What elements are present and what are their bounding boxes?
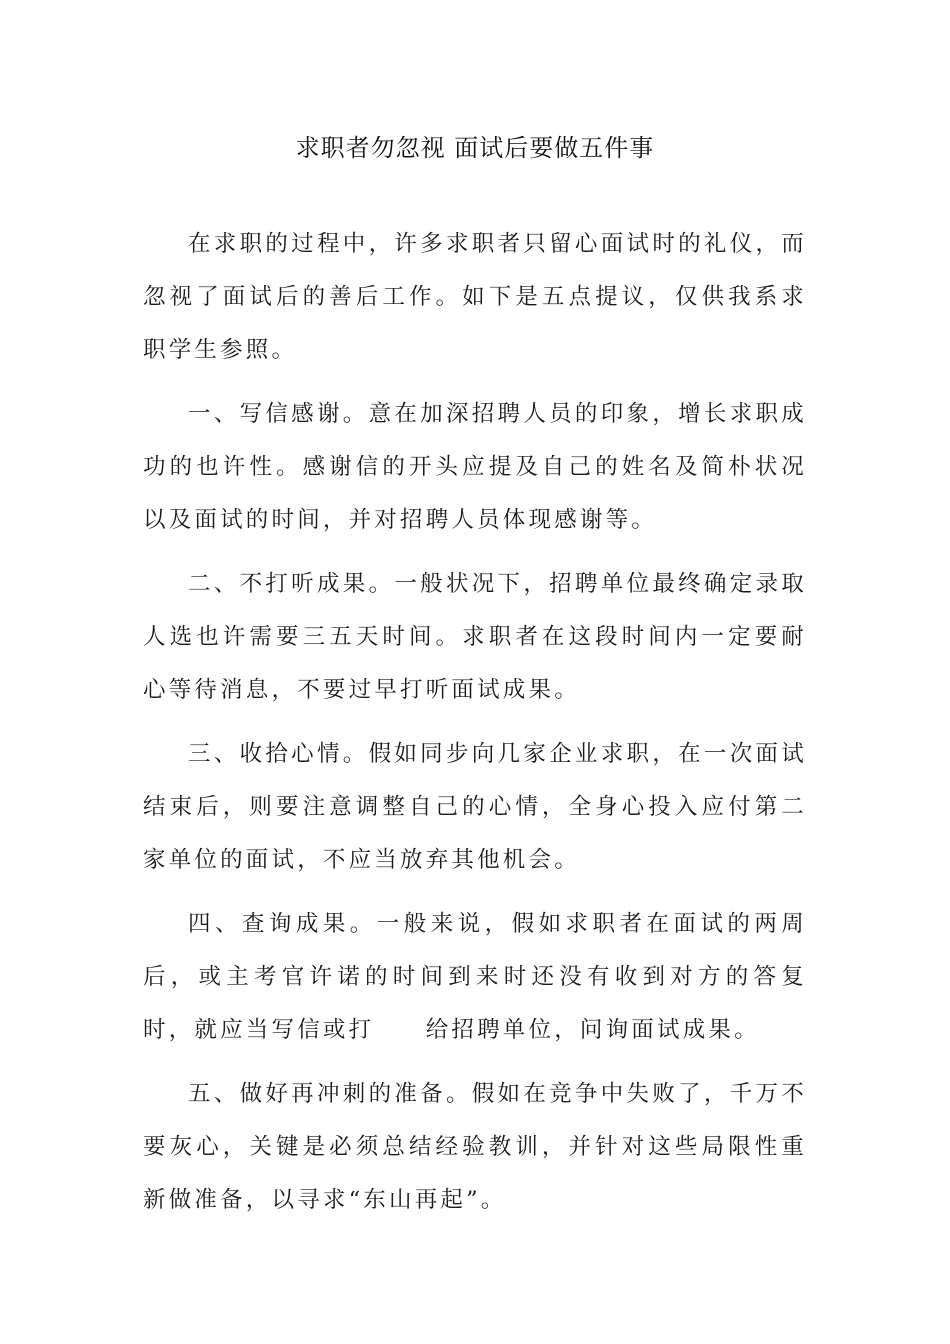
tip-3-paragraph: 三、收拾心情。假如同步向几家企业求职，在一次面试结束后，则要注意调整自己的心情，全身心投入应付第二家单位的面试，不应当放弃其他机会。 — [143, 741, 807, 873]
tip-1-paragraph: 一、写信感谢。意在加深招聘人员的印象，增长求职成功的也许性。感谢信的开头应提及自己的姓名及简朴状况以及面试的时间，并对招聘人员体现感谢等。 — [143, 401, 807, 533]
intro-paragraph: 在求职的过程中，许多求职者只留心面试时的礼仪，而忽视了面试后的善后工作。如下是五点提议，仅供我系求职学生参照。 — [143, 231, 807, 363]
document-body — [143, 218, 807, 1238]
tip-5-paragraph: 五、做好再冲刺的准备。假如在竞争中失败了，千万不要灰心，关键是必须总结经验教训，并针对这些局限性重新做准备，以寻求“东山再起”。 — [143, 1081, 807, 1213]
document-title: 求职者勿忽视 面试后要做五件事 — [295, 134, 655, 162]
tip-4-paragraph: 四、查询成果。一般来说，假如求职者在面试的两周后，或主考官许诺的时间到来时还没有收到对方的答复时，就应当写信或打 给招聘单位，问询面试成果。 — [143, 911, 807, 1043]
tip-2-paragraph: 二、不打听成果。一般状况下，招聘单位最终确定录取人选也许需要三五天时间。求职者在这段时间内一定要耐心等待消息，不要过早打听面试成果。 — [143, 571, 807, 703]
